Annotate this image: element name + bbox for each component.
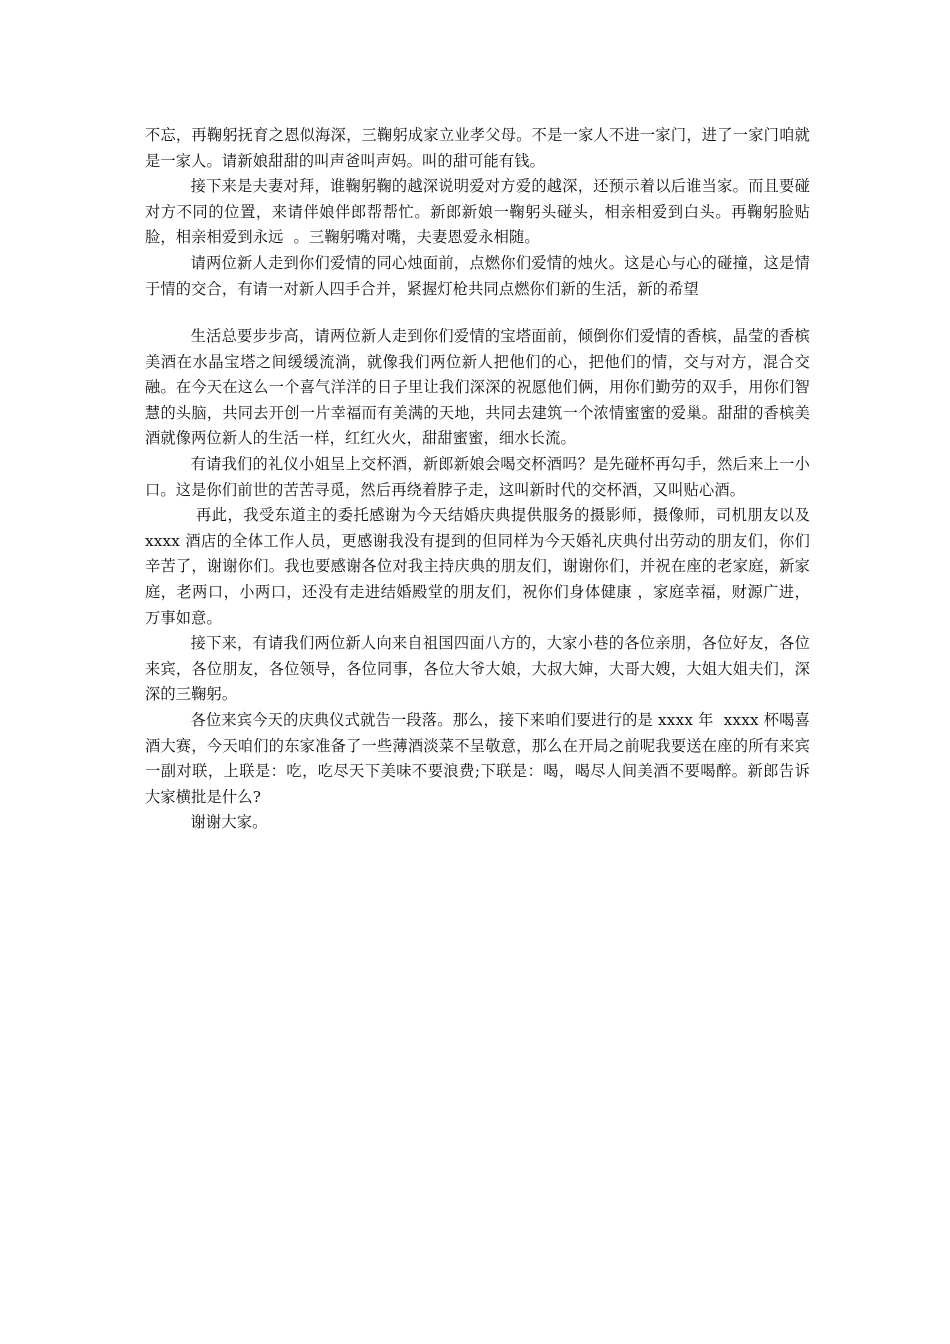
paragraph: 再此，我受东道主的委托感谢为今天结婚庆典提供服务的摄影师，摄像师，司机朋友以及 xxxx 酒店的全体工作人员，更感谢我没有提到的但同样为今天婚礼庆典付出劳动的朋友们，你们辛苦了，谢谢你们。我也要感谢各位对我主持庆典的朋友们，谢谢你们，并祝在座的老家庭，新家庭，老两口，小两口，还没有走进结婚殿堂的朋友们，祝你们身体健康 ，家庭幸福，财源广进，万事如意。 <box>145 506 816 627</box>
paragraph: 请两位新人走到你们爱情的同心烛面前，点燃你们爱情的烛火。这是心与心的碰撞，这是情于情的交合，有请一对新人四手合并，紧握灯枪共同点燃你们新的生活，新的希望 <box>145 253 810 298</box>
paragraph: 不忘，再鞠躬抚育之恩似海深，三鞠躬成家立业孝父母。不是一家人不进一家门，进了一家门咱就是一家人。请新娘甜甜的叫声爸叫声妈。叫的甜可能有钱。 <box>145 126 810 170</box>
paragraph: 各位来宾今天的庆典仪式就告一段落。那么，接下来咱们要进行的是 xxxx 年 xxxx 杯喝喜酒大赛，今天咱们的东家准备了一些薄酒淡菜不呈敬意，那么在开局之前呢我要送在座的所有来宾一副对联，上联是：吃，吃尽天下美味不要浪费;下联是：喝，喝尽人间美酒不要喝醉。新郎告诉大家横批是什么? <box>145 710 810 806</box>
text-block-bottom <box>145 324 816 836</box>
paragraph: 生活总要步步高，请两位新人走到你们爱情的宝塔面前，倾倒你们爱情的香槟，晶莹的香槟美酒在水晶宝塔之间缓缓流淌，就像我们两位新人把他们的心，把他们的情，交与对方，混合交融。在今天在这么一个喜气洋洋的日子里让我们深深的祝愿他们俩，用你们勤劳的双手，用你们智慧的头脑，共同去开创一片幸福而有美满的天地，共同去建筑一个浓情蜜蜜的爱巢。甜甜的香槟美酒就像两位新人的生活一样，红红火火，甜甜蜜蜜，细水长流。 <box>145 327 810 448</box>
paragraph: 接下来，有请我们两位新人向来自祖国四面八方的，大家小巷的各位亲朋，各位好友，各位来宾，各位朋友，各位领导，各位同事，各位大爷大娘，大叔大婶，大哥大嫂，大姐大姐夫们，深深的三鞠躬。 <box>145 634 810 704</box>
paragraph: 谢谢大家。 <box>190 813 268 832</box>
paragraph: 有请我们的礼仪小姐呈上交杯酒，新郎新娘会喝交杯酒吗？是先碰杯再勾手，然后来上一小口。这是你们前世的苦苦寻觅，然后再绕着脖子走，这叫新时代的交杯酒，又叫贴心酒。 <box>145 454 810 499</box>
paragraph: 接下来是夫妻对拜，谁鞠躬鞠的越深说明爱对方爱的越深，还预示着以后谁当家。而且要碰对方不同的位置，来请伴娘伴郎帮帮忙。新郎新娘一鞠躬头碰头，相亲相爱到白头。再鞠躬脸贴脸，相亲相爱到永远 。三鞠躬嘴对嘴，夫妻恩爱永相随。 <box>145 177 810 247</box>
text-block-top <box>145 123 810 302</box>
